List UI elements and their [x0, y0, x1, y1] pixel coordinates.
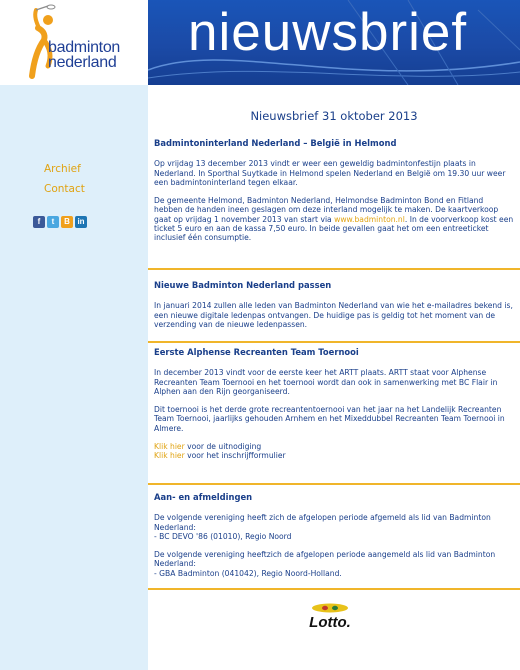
article-heading: Badmintoninterland Nederland – België in Helmond [154, 138, 397, 148]
article-interland [154, 139, 514, 252]
article-paragraph: In januari 2014 zullen alle leden van Badminton Nederland van wie het e-mailadres bekend is, een nieuwe digitale ledenpas ontvangen. De huidige pas is geldig tot het moment van de verzending van de nieuwe ledenpassen. [154, 301, 513, 329]
lotto-logo[interactable] [280, 597, 380, 641]
blogger-icon[interactable]: B [61, 216, 73, 228]
logo-line2: nederland [48, 54, 117, 71]
lotto-text: Lotto. [309, 614, 351, 631]
article-heading: Eerste Alphense Recreanten Team Toernooi [154, 347, 359, 357]
section-divider [148, 341, 520, 343]
article-links [154, 442, 514, 461]
logo[interactable] [0, 0, 148, 85]
logo-line1: badminton [48, 39, 121, 56]
article-paragraph: Dit toernooi is het derde grote recreantentoernooi van het jaar na het Landelijk Recreanten Team Toernooi, jaarlijks gehouden Arnhem en het Mixeddubbel Recreanten Team Toernooi in Almere. [154, 405, 505, 433]
article-heading: Nieuwe Badminton Nederland passen [154, 280, 332, 290]
link-description: voor de uitnodiging [184, 442, 262, 452]
header [0, 0, 520, 85]
banner [148, 0, 520, 85]
article-heading: Aan- en afmeldingen [154, 492, 253, 502]
link-description: voor het inschrijfformulier [184, 451, 286, 461]
nav-link-contact[interactable]: Contact [44, 183, 85, 195]
list-item: - BC DEVO '86 (01010), Regio Noord [154, 531, 292, 541]
paragraph-text: De volgende vereniging heeftzich de afgelopen periode aangemeld als lid van Badminton Nederland: [154, 550, 496, 569]
article-paragraph: Op vrijdag 13 december 2013 vindt er weer een geweldig badmintonfestijn plaats in Nederland. In Sporthal Suytkade in Helmond spelen Nederland en België om 19.30 uur weer een badmintoninterland tegen elkaar. [154, 159, 506, 187]
linkedin-icon[interactable]: in [75, 216, 87, 228]
paragraph-text: . In de voorverkoop kost een ticket 5 euro en aan de kassa 7,50 euro. In beide gevallen gaat het om een entreeticket inclusief één consumptie. [154, 214, 514, 243]
section-divider [148, 588, 520, 590]
newsletter-title: Nieuwsbrief 31 oktober 2013 [250, 109, 418, 123]
nav-link-archief[interactable]: Archief [44, 163, 81, 175]
logo-text [48, 40, 120, 70]
article-paragraph [154, 513, 514, 541]
banner-title: nieuwsbrief [188, 3, 468, 62]
article-ledenpassen [154, 281, 514, 338]
facebook-icon[interactable]: f [33, 216, 45, 228]
inschrijfformulier-link[interactable]: Klik hier [154, 451, 185, 461]
article-aan-afmeldingen [154, 493, 514, 587]
paragraph-text: De volgende vereniging heeft zich de afgelopen periode afgemeld als lid van Badminton Nederland: [154, 513, 491, 532]
section-divider [148, 268, 520, 270]
article-artt [154, 348, 514, 461]
article-paragraph [154, 550, 514, 578]
main-content [148, 85, 520, 670]
twitter-icon[interactable]: t [47, 216, 59, 228]
badminton-website-link[interactable]: www.badminton.nl [334, 214, 405, 224]
article-paragraph: In december 2013 vindt voor de eerste keer het ARTT plaats. ARTT staat voor Alphense Recreanten Team Toernooi en het toernooi wordt dan ook in samenwerking met BC Flair in Alphen aan den Rijn georganiseerd. [154, 368, 498, 396]
social-icons [33, 209, 89, 228]
paragraph-text: De gemeente Helmond, Badminton Nederland, Helmondse Badminton Bond en Fitland hebben de handen ineen geslagen om deze interland mogelijk te maken. De kaartverkoop gaat op vrijdag 1 november 2013 van start via [154, 196, 499, 224]
list-item: - GBA Badminton (041042), Regio Noord-Holland. [154, 568, 342, 578]
sidebar-nav [44, 163, 85, 203]
article-paragraph [154, 196, 514, 242]
section-divider [148, 483, 520, 485]
uitnodiging-link[interactable]: Klik hier [154, 442, 185, 452]
sidebar [0, 85, 148, 670]
